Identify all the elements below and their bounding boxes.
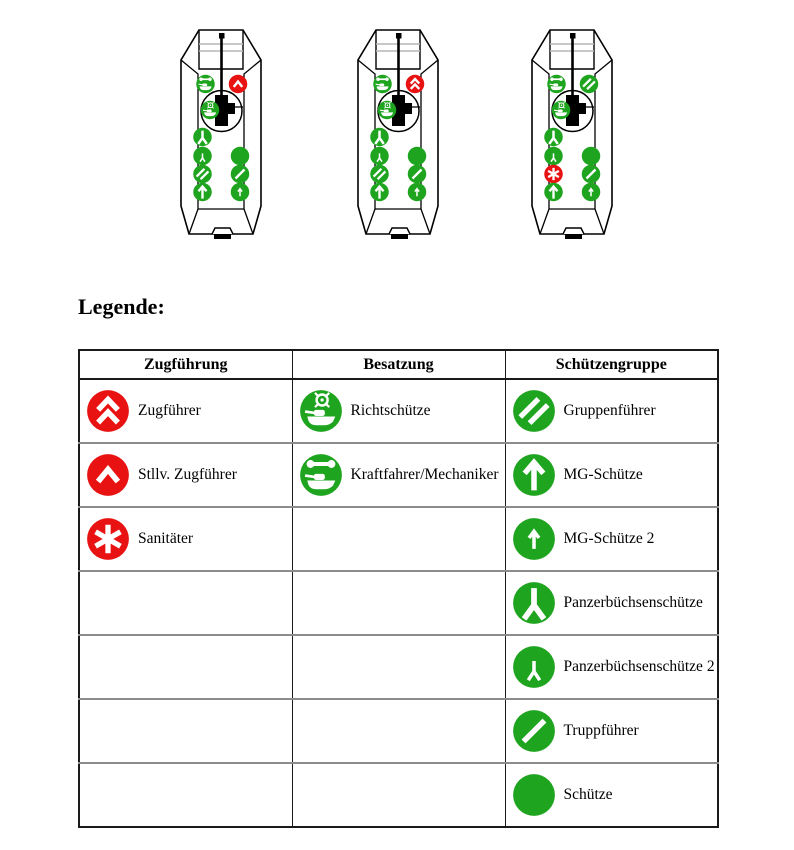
kraftfahrer-icon <box>547 75 566 94</box>
legend-column-header: Schützengruppe <box>505 350 718 379</box>
legend-entry <box>506 645 718 689</box>
mg-schuetze-icon <box>370 183 389 202</box>
stllv-zugfuehrer-icon-wrap <box>86 453 130 497</box>
legend-label: Stllv. Zugführer <box>138 466 237 483</box>
legend-entry <box>80 453 292 497</box>
gruppenfuehrer-icon <box>193 165 212 184</box>
panzerbuechsenschuetze-2-icon <box>193 147 212 166</box>
legend-cell <box>505 379 718 443</box>
legend-label: Sanitäter <box>138 530 194 547</box>
legend-cell <box>505 507 718 571</box>
mg-schuetze-icon <box>193 183 212 202</box>
truppfuehrer-icon <box>408 165 427 184</box>
legend-label: Truppführer <box>563 722 639 739</box>
legend-table-head <box>79 350 718 379</box>
zugfuehrer-icon <box>86 389 130 433</box>
richtschuetze-icon <box>201 101 220 120</box>
legend-entry <box>293 453 505 497</box>
vehicle-2 <box>356 28 440 244</box>
rear-hatch <box>563 228 584 234</box>
mg-schuetze-icon <box>544 183 563 202</box>
mg-schuetze-2-icon-wrap <box>512 517 556 561</box>
panzerbuechsenschuetze-icon <box>193 128 212 147</box>
legend-cell <box>292 507 505 571</box>
legend-entry <box>506 709 718 753</box>
truppfuehrer-icon <box>582 165 601 184</box>
legend-title: Legende: <box>78 294 165 319</box>
legend-table <box>78 349 719 828</box>
legend-cell <box>505 635 718 699</box>
kraftfahrer-icon <box>196 75 215 94</box>
zugfuehrer-icon-wrap <box>86 389 130 433</box>
legend-entry <box>506 453 718 497</box>
panzerbuechsenschuetze-2-icon <box>370 147 389 166</box>
legend-row <box>79 507 718 571</box>
legend-entry <box>80 517 292 561</box>
legend-cell <box>292 571 505 635</box>
truppfuehrer-icon <box>231 165 250 184</box>
legend-cell <box>79 571 292 635</box>
legend-row <box>79 571 718 635</box>
panzerbuechsenschuetze-2-icon <box>544 147 563 166</box>
richtschuetze-icon <box>552 101 571 120</box>
legend-label: Panzerbüchsenschütze <box>563 594 703 611</box>
schuetze-icon-wrap <box>512 773 556 817</box>
truppfuehrer-icon-wrap <box>512 709 556 753</box>
legend-row <box>79 443 718 507</box>
legend-header-row <box>79 350 718 379</box>
richtschuetze-icon <box>299 389 343 433</box>
legend-entry <box>506 517 718 561</box>
legend-label: MG-Schütze <box>563 466 643 483</box>
legend-cell <box>292 763 505 827</box>
legend-label: Zugführer <box>138 402 201 419</box>
rear-hatch <box>389 228 410 234</box>
legend-label: Panzerbüchsenschütze 2 <box>563 658 715 675</box>
legend-label: Gruppenführer <box>563 402 656 419</box>
richtschuetze-icon-wrap <box>299 389 343 433</box>
panzerbuechsenschuetze-2-icon-wrap <box>512 645 556 689</box>
legend-cell <box>505 571 718 635</box>
richtschuetze-icon <box>378 101 397 120</box>
sanitaeter-icon <box>86 517 130 561</box>
gruppenfuehrer-icon <box>370 165 389 184</box>
gruppenfuehrer-icon <box>580 75 599 94</box>
legend-cell <box>79 763 292 827</box>
legend-table-body <box>79 379 718 827</box>
legend-column-header: Besatzung <box>292 350 505 379</box>
schuetze-icon <box>512 773 556 817</box>
legend-cell <box>79 379 292 443</box>
legend-cell <box>292 635 505 699</box>
mg-schuetze-2-icon <box>408 183 427 202</box>
kraftfahrer-icon <box>299 453 343 497</box>
kraftfahrer-icon-wrap <box>299 453 343 497</box>
vehicle-3-svg <box>530 28 614 244</box>
legend-cell <box>505 443 718 507</box>
legend-cell <box>292 379 505 443</box>
truppfuehrer-icon <box>512 709 556 753</box>
legend-entry <box>80 389 292 433</box>
panzerbuechsenschuetze-icon <box>370 128 389 147</box>
mg-schuetze-icon <box>512 453 556 497</box>
schuetze-icon <box>582 147 601 166</box>
legend-label: Richtschütze <box>350 402 431 419</box>
legend-entry <box>293 389 505 433</box>
legend-row <box>79 699 718 763</box>
legend-row <box>79 635 718 699</box>
legend-cell <box>505 699 718 763</box>
panzerbuechsenschuetze-2-icon <box>512 645 556 689</box>
legend-label: Kraftfahrer/Mechaniker <box>350 466 499 483</box>
kraftfahrer-icon <box>373 75 392 94</box>
legend-row <box>79 379 718 443</box>
legend-column-header: Zugführung <box>79 350 292 379</box>
vehicle-3 <box>530 28 614 244</box>
stllv-zugfuehrer-icon <box>86 453 130 497</box>
legend-row <box>79 763 718 827</box>
vehicle-1 <box>179 28 263 244</box>
panzerbuechsenschuetze-icon <box>512 581 556 625</box>
gruppenfuehrer-icon-wrap <box>512 389 556 433</box>
legend-entry <box>506 389 718 433</box>
mg-schuetze-icon-wrap <box>512 453 556 497</box>
stllv-zugfuehrer-icon <box>229 75 248 94</box>
legend-cell <box>292 699 505 763</box>
mg-schuetze-2-icon <box>231 183 250 202</box>
mg-schuetze-2-icon <box>512 517 556 561</box>
sanitaeter-icon <box>544 165 563 184</box>
sanitaeter-icon-wrap <box>86 517 130 561</box>
schuetze-icon <box>408 147 427 166</box>
legend-entry <box>506 773 718 817</box>
legend-cell <box>79 699 292 763</box>
legend-label: MG-Schütze 2 <box>563 530 655 547</box>
schuetze-icon <box>231 147 250 166</box>
gruppenfuehrer-icon <box>512 389 556 433</box>
zugfuehrer-icon <box>406 75 425 94</box>
legend-label: Schütze <box>563 786 613 803</box>
vehicle-2-svg <box>356 28 440 244</box>
legend-cell <box>79 443 292 507</box>
mg-schuetze-2-icon <box>582 183 601 202</box>
legend-cell <box>79 507 292 571</box>
vehicle-1-svg <box>179 28 263 244</box>
panzerbuechsenschuetze-icon <box>544 128 563 147</box>
legend-cell <box>79 635 292 699</box>
rear-hatch <box>212 228 233 234</box>
legend-cell <box>292 443 505 507</box>
panzerbuechsenschuetze-icon-wrap <box>512 581 556 625</box>
legend-cell <box>505 763 718 827</box>
legend-entry <box>506 581 718 625</box>
